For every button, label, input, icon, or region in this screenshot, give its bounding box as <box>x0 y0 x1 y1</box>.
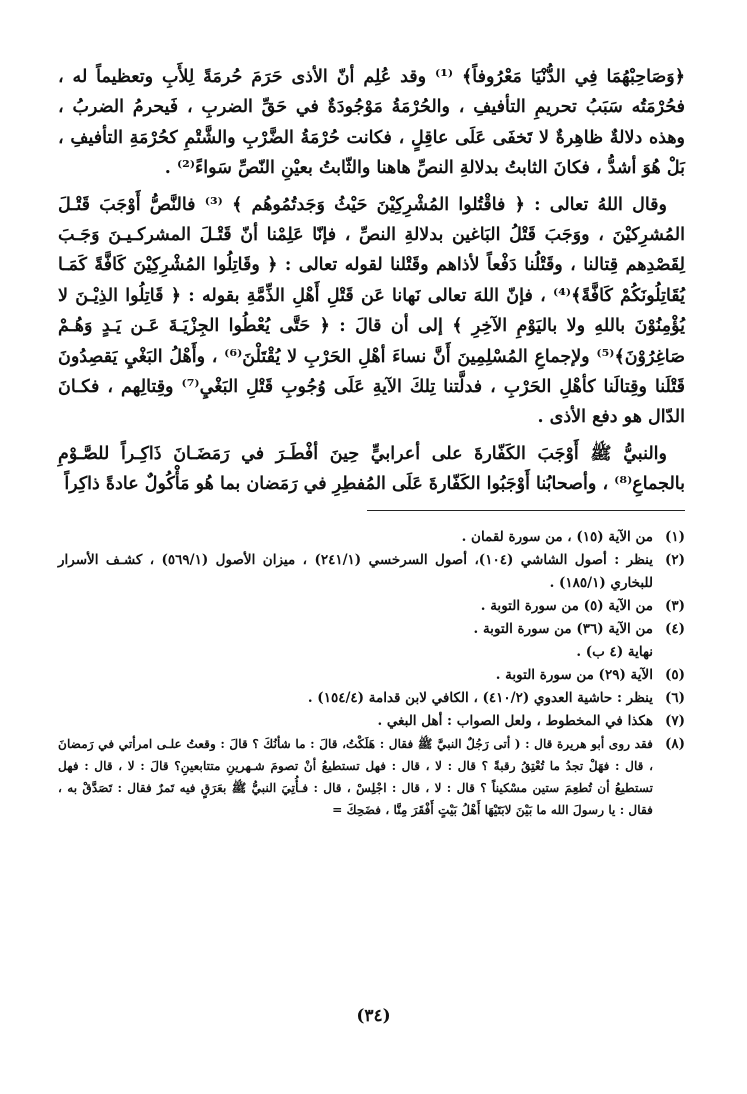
footnote-number: (٨) <box>664 735 685 752</box>
main-text <box>58 62 685 500</box>
footnote-4 <box>58 618 685 641</box>
separator-line <box>367 510 685 511</box>
footnote-text: نهاية (٤ ب) . <box>576 643 653 660</box>
footnote-text: من الآية (١٥) ، من سورة لقمان . <box>461 528 653 545</box>
footnote-manuscript-marker <box>58 641 685 664</box>
footnote-number: (٧) <box>664 712 685 729</box>
footnote-number: (١) <box>664 528 685 545</box>
footnote-text: ينظر : أصول الشاشي (١٠٤)، أصول السرخسي (٢٤١/١) ، ميزان الأصول (٥٦٩/١) ، كشـف الأسرار للبخاري (١٨٥/١) . <box>58 551 653 591</box>
footnote-7 <box>58 710 685 733</box>
footnote-5 <box>58 664 685 687</box>
footnote-8 <box>58 733 685 821</box>
footnote-6 <box>58 687 685 710</box>
footnote-3 <box>58 595 685 618</box>
footnote-1 <box>58 526 685 549</box>
footnote-number: (٢) <box>664 551 685 568</box>
footnote-number: (٥) <box>664 666 685 683</box>
footnotes <box>58 526 685 821</box>
footnote-text: ينظر : حاشية العدوي (٤١٠/٢) ، الكافي لابن قدامة (١٥٤/٤) . <box>307 689 653 706</box>
paragraph-1: ﴿وَصَاحِبْهُمَا فِي الدُّنْيَا مَعْرُوفاً﴾ ⁽¹⁾ وقد عُلِم أنّ الأذى حَرَمَ حُرمَةً لِلأَبِ وتعظيماً له ، فحُرْمَتُه سَبَبُ تحريمِ التأفيفِ ، والحُرْمَةُ مَوْجُودَةٌ في حَقِّ الضربِ ، فَيحرمُ الضربُ ، وهذه دلالةٌ ظاهِرةٌ لا تَخفَى عَلَى عاقِلٍ ، فكانت حُرْمَةُ الضَّرْبِ والشَّتْمِ كحُرْمَةِ التأفيفِ ، بَلْ هُوَ أشدُّ ، فكانَ الثابتُ بدلالةِ النصِّ هاهنا والثّابتُ بعيْنِ النّصِّ سَواءً⁽²⁾ . <box>58 67 685 179</box>
paragraph-2: وقال اللهُ تعالى : ﴿ فاقْتُلوا المُشْرِكِيْنَ حَيْثُ وَجَدتُمُوهُم ﴾ ⁽³⁾ فالنَّصُّ أَوْجَبَ قَتْـلَ المُشرِكيْنَ ، ووَجَبَ قَتْلُ البَاغين بدلالةِ النصِّ ، فإنّا عَلِمْنا أنّ قَتْـلَ المشركـيـنَ وَجَـبَ لِقَصْدِهم قِتالنا ، وقَتْلُنا دَفْعاً لأذاهم وقَتْلنا لقوله تعالى : ﴿ وقَاتِلُوا المُشْرِكِيْنَ كَافَّةً كَمَـا يُقَاتِلُونَكُمْ كَافَّةً﴾⁽⁴⁾ ، فإنّ اللهَ تعالى نَهانا عَن قَتْلِ أَهْلِ الذِّمَّةِ بقوله : ﴿ قَاتِلُوا الذِيْـنَ لا يُؤْمِنُوْنَ باللهِ ولا باليَوْمِ الآخِرِ ﴾ إلى أن قالَ : ﴿ حَتَّى يُعْطُوا الجِزْيَـةَ عَـن يَـدٍ وَهُـمْ صَاغِرُوْنَ﴾⁽⁵⁾ ولإجماعِ المُسْلِمِينَ أَنَّ نساءَ أهْلِ الحَرْبِ لا يُقْتَلْنَ⁽⁶⁾ ، وأَهْلُ البَغْيِ يَقصِدُونَ قَتْلَنا وقِتالَنا كأهْلِ الحَرْبِ ، فدلَّتنا تِلكَ الآيةِ عَلَى وُجُوبِ قَتْلِ البَغْيِ⁽⁷⁾ وقِتالِهم ، فكـانَ الدّال هو دفع الأذى . <box>58 194 686 428</box>
footnote-number: (٤) <box>664 620 685 637</box>
page-number: (٣٤) <box>356 1006 391 1026</box>
footnote-text: فقد روى أبو هريرة قال : ( أتى رَجُلٌ النبيَّ ﷺ فقال : هَلَكْتُ، قالَ : ما شأنُكَ ؟ قالَ : وقعتُ علـى امرأتي في رَمضانَ ، قال : فهَلْ تجدُ ما تُعْتِقُ رقبةً ؟ قال : لا ، قال : فهل تستطيعُ أنْ تصومَ شـهرينِ متتابعينِ؟ قالَ : لا ، قال : فهل تستطيعُ أن تُطعِمَ ستين مسْكيناً ؟ قال : لا ، قال : اجْلِسْ ، قال : فـأُتِيَ النبيُّ ﷺ بعَرَقٍ فيه تَمرٌ فقال : تَصَدَّقْ به ، فقال : يا رسولَ الله ما بَيْنَ لابَتَيْهَا أَهْلُ بَيْتٍ أَفْقَرَ مِنَّا ، فضَحِكَ = <box>58 736 653 817</box>
footnote-text: من الآية (٥) من سورة التوبة . <box>480 597 653 614</box>
paragraph-3: والنبيُّ ﷺ أَوْجَبَ الكَفّارةَ على أعرابيٍّ حِينَ أفْطَـرَ في رَمَضَـانَ ذَاكِـراً للصَّـوْمِ بالجماعِ⁽⁸⁾ ، وأصحابُنا أَوْجَبُوا الكَفّارةَ عَلَى المُفطِرِ في رَمَضان بما هُو مَأْكُولٌ عادةً ذاكِراً <box>58 443 685 495</box>
footnote-text: الآية (٢٩) من سورة التوبة . <box>495 666 653 683</box>
footnote-text: من الآية (٣٦) من سورة التوبة . <box>473 620 653 637</box>
footnote-number: (٦) <box>664 689 685 706</box>
footnote-text: هكذا في المخطوط ، ولعل الصواب : أهل البغي . <box>377 712 653 729</box>
footnote-2 <box>58 549 685 595</box>
footnote-number: (٣) <box>664 597 685 614</box>
footnote-separator <box>58 510 685 512</box>
